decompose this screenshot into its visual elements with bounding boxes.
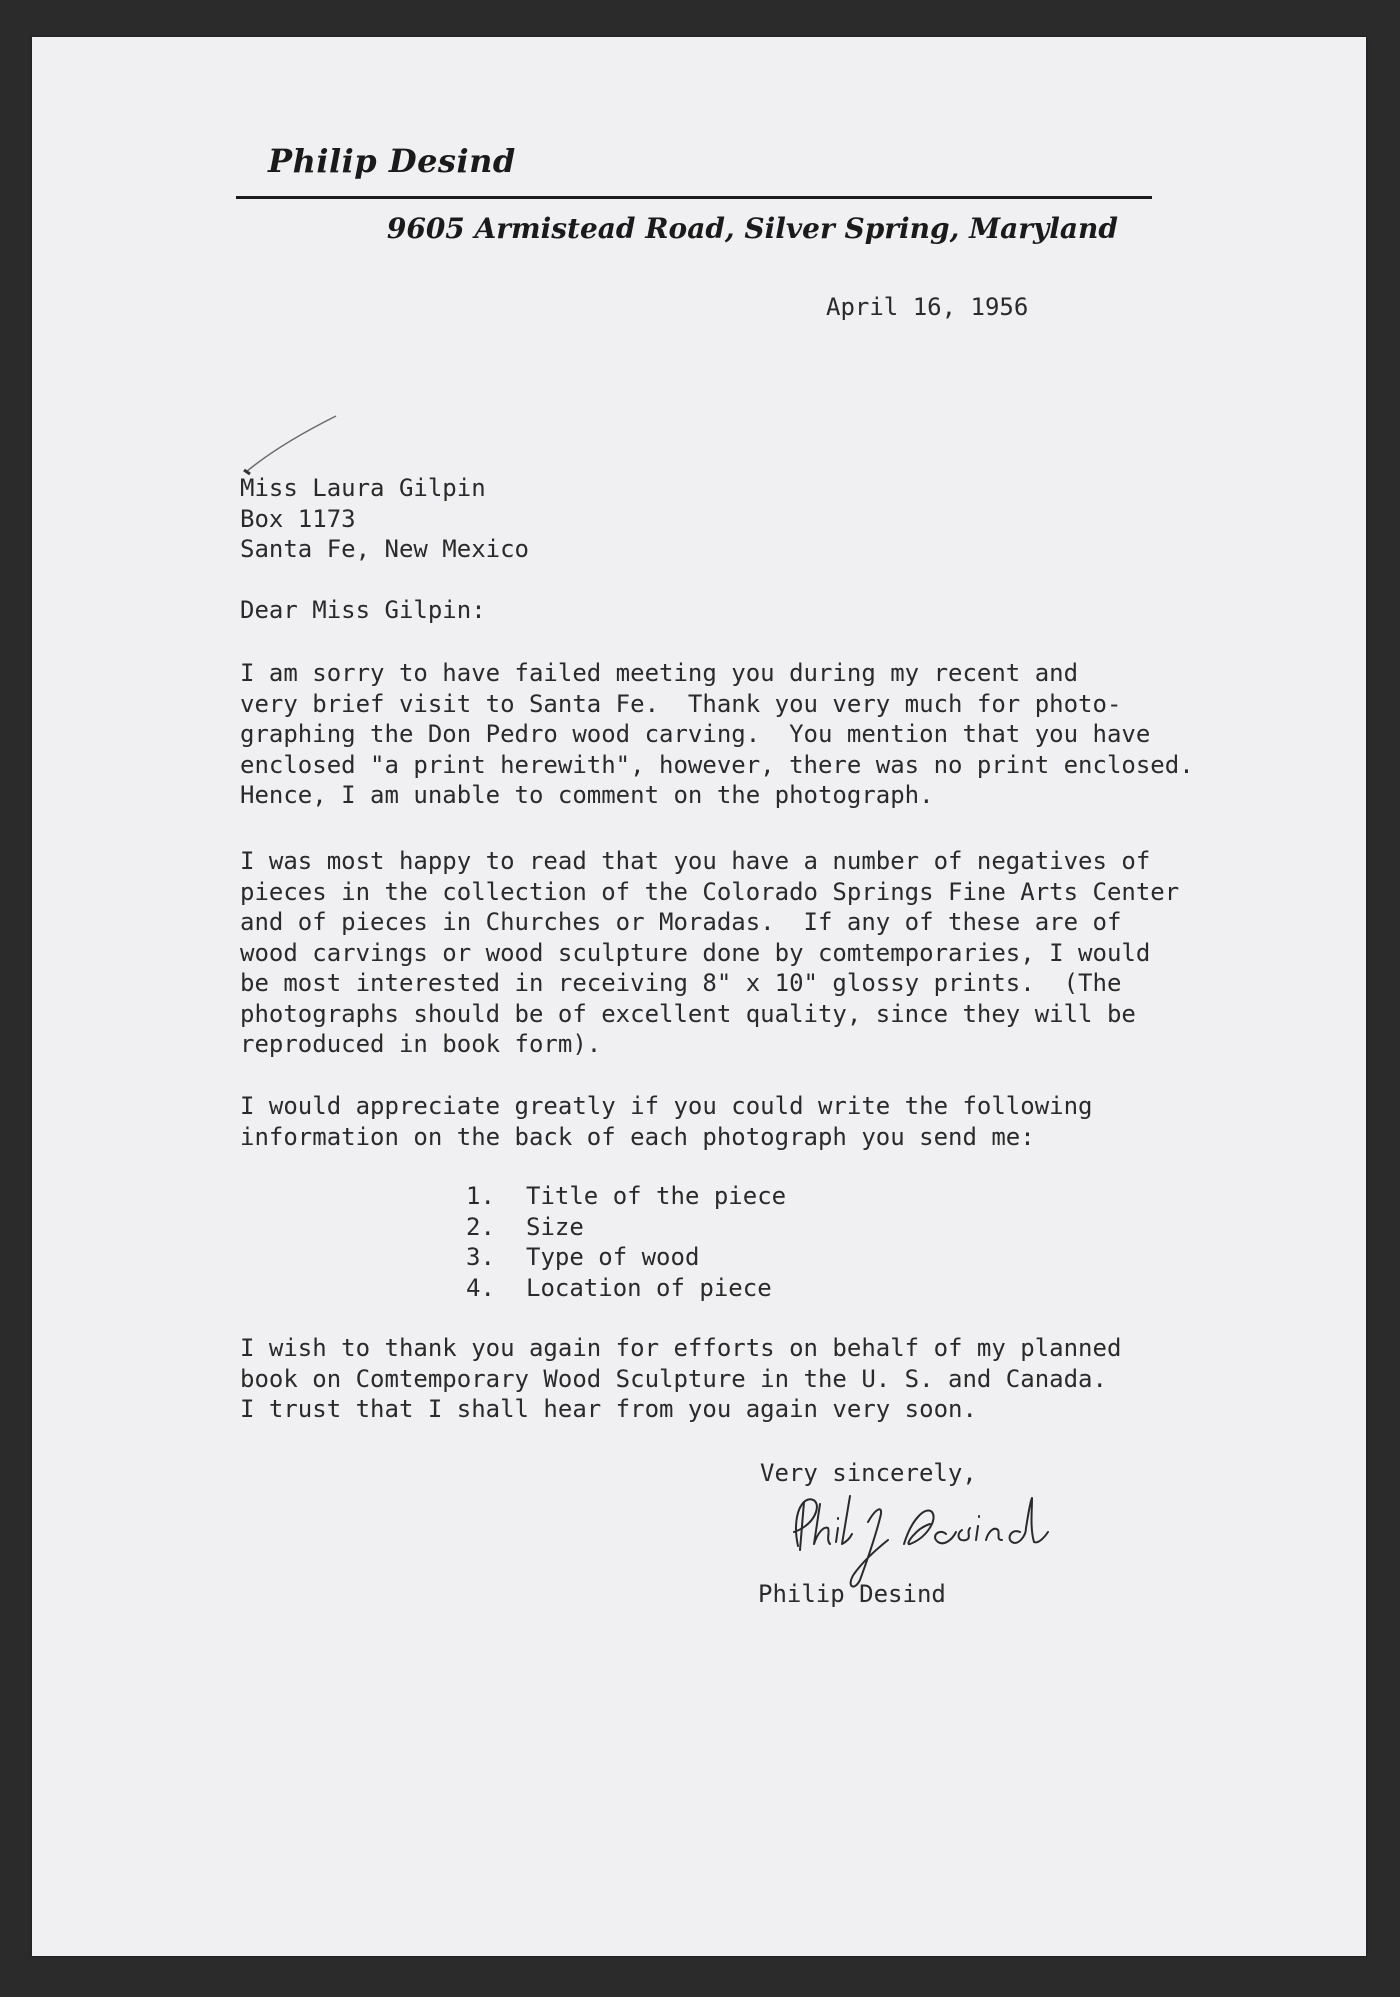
signer-name: Philip Desind xyxy=(758,1580,946,1608)
recipient-box: Box 1173 xyxy=(240,504,356,533)
closing: Very sincerely, xyxy=(760,1459,977,1487)
list-item xyxy=(466,1242,786,1273)
recipient-city: Santa Fe, New Mexico xyxy=(240,535,529,563)
list-item-text: Size xyxy=(526,1212,584,1241)
list-item xyxy=(466,1273,786,1304)
list-item-number: 2. xyxy=(466,1212,495,1241)
list-item-number: 4. xyxy=(466,1273,495,1302)
list-item xyxy=(466,1212,786,1243)
info-list xyxy=(466,1181,786,1303)
list-item-number: 1. xyxy=(466,1182,495,1210)
letterhead-rule xyxy=(236,196,1152,199)
pencil-tick-mark xyxy=(240,412,340,478)
list-item-text: Type of wood xyxy=(526,1243,700,1271)
list-item-text: Title of the piece xyxy=(526,1182,787,1210)
paragraph-2: I was most happy to read that you have a number of negatives of pieces in the collection of the Colorado Springs Fine Arts Center and of pieces in Churches or Moradas. If any of these are of wood carvings or wood sculpture done by comtemporaries, I would be most interested in receiving 8" x 10" glossy prints. (The photographs should be of excellent quality, since they will be reproduced in book form). xyxy=(240,847,1180,1058)
paragraph-3: I would appreciate greatly if you could write the following information on the back of each photograph you send me: xyxy=(240,1092,1093,1151)
recipient-address xyxy=(240,473,529,565)
letterhead-address: 9605 Armistead Road, Silver Spring, Maryland xyxy=(386,212,1118,245)
letter-date: April 16, 1956 xyxy=(826,293,1029,321)
recipient-name: Miss Laura Gilpin xyxy=(240,474,486,502)
list-item-number: 3. xyxy=(466,1243,495,1271)
letterhead-name: Philip Desind xyxy=(268,142,516,180)
list-item xyxy=(466,1181,786,1212)
paragraph-1: I am sorry to have failed meeting you during my recent and very brief visit to Santa Fe. Thank you very much for photo- graphing the Don Pedro wood carving. You mention that you have enclosed "a print herewith", however, there was no print enclosed. Hence, I am unable to comment on the photograph. xyxy=(240,659,1194,809)
paragraph-4: I wish to thank you again for efforts on behalf of my planned book on Comtemporary Wood Sculpture in the U. S. and Canada. I trust that I shall hear from you again very soon. xyxy=(240,1334,1122,1423)
salutation: Dear Miss Gilpin: xyxy=(240,596,486,624)
list-item-text: Location of piece xyxy=(526,1273,772,1302)
